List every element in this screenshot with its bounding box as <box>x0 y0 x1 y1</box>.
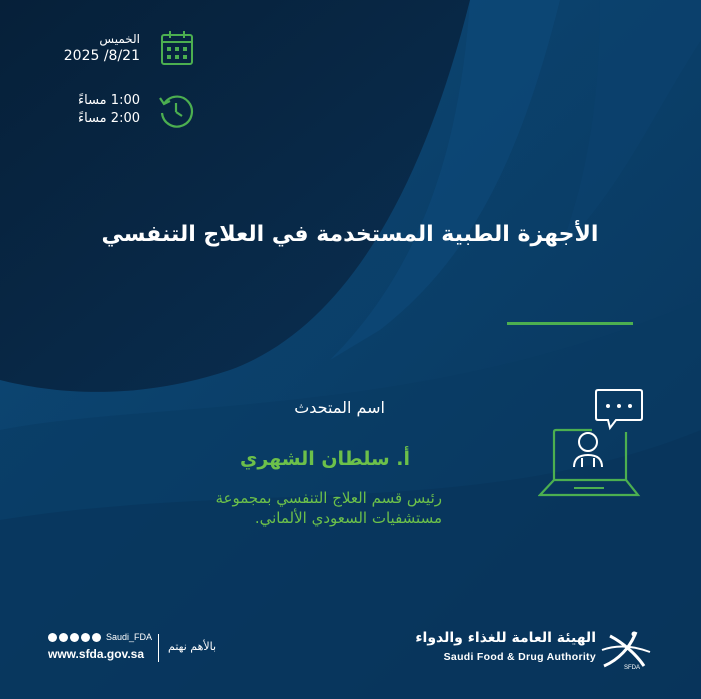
event-date-block <box>40 31 140 65</box>
event-date: 2025 /8/21 <box>63 48 140 64</box>
social-handle: Saudi_FDA <box>106 632 153 642</box>
slogan: بالأهم نهتم <box>168 640 217 653</box>
facebook-icon[interactable] <box>92 633 101 642</box>
speaker-role-line2: مستشفيات السعودي الألماني. <box>254 509 442 527</box>
online-speaker-icon <box>538 388 644 500</box>
speaker-name: أ. سلطان الشهري <box>239 448 410 470</box>
event-title: الأجهزة الطبية المستخدمة في العلاج التنفسي <box>101 222 599 247</box>
speaker-role-line1: رئيس قسم العلاج التنفسي بمجموعة <box>215 489 442 507</box>
clock-history-icon <box>157 92 195 130</box>
event-time-end: 2:00 مساءً <box>78 111 140 126</box>
title-divider <box>507 322 633 325</box>
event-time-block <box>40 92 140 128</box>
org-name-english: Saudi Food & Drug Authority <box>443 651 596 663</box>
event-time-start: 1:00 مساءً <box>78 93 140 108</box>
footer-separator <box>158 634 159 662</box>
instagram-icon[interactable] <box>81 633 90 642</box>
sfda-logo <box>600 628 652 670</box>
event-day: الخميس <box>99 32 140 46</box>
speaker-label: اسم المتحدث <box>294 398 385 417</box>
website-link[interactable]: www.sfda.gov.sa <box>48 647 145 661</box>
snapchat-icon[interactable] <box>70 633 79 642</box>
speaker-role <box>130 488 442 528</box>
sfda-logo-text: SFDA <box>624 665 641 670</box>
calendar-icon <box>160 30 194 66</box>
x-twitter-icon[interactable] <box>48 633 57 642</box>
org-name-arabic: الهيئة العامة للغذاء والدواء <box>415 630 596 646</box>
youtube-icon[interactable] <box>59 633 68 642</box>
social-links <box>48 630 152 644</box>
